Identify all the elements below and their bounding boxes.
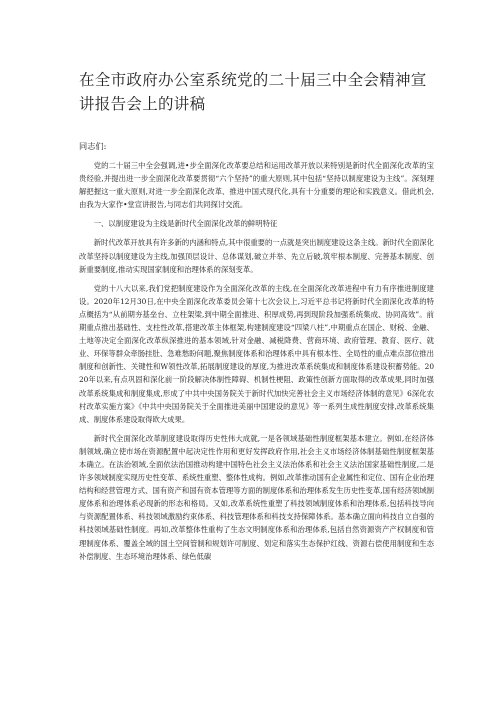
section-heading: 一、以制度建设为主线是新时代全面深化改革的鲜明特征	[93, 219, 278, 229]
intro-paragraph: 党的二十届三中全会强调,进•步全面深化改革要总结和运用改革开放以来特别是新时代全面深化改革的宝贵经验,并提出进一步全面深化改革要贯彻“六个坚持”的重大原则,其中包括“坚持以制度建设为主线”。深刻理解把握这一重大原则,对进一步全面深化改革、推进中国式现代化,具有十分重要的理论和实践意义。借此机会,由我为大家作•堂宣讲报告,与同志们共同探讨交流。	[79, 161, 434, 210]
greeting: 同志们:	[79, 141, 107, 151]
paragraph-2: 党的十八大以来,我们党把制度建设作为全面深化改革的主线,在全面深化改革进程中有力有序推进制度建设。2020年12月30日,在中央全面深化改革委员会第十七次会议上,习近平总书记将新时代全面深化改革的特点概括为“从前期夯基垒台、立柱架梁,到中期全面推进、积厚成势,再到现阶段加强系统集成、协同高效”。前期重点推出基础性、支柱性改革,搭建改革主体框架,构建制度建设“四梁八柱”,中期重点在国企、财税、金融、土地等决定全面深化改革纵深推进的基本领域,针对金融、减税降费、营商环境、政府管理、教育、医疗、就业、环保等群众牵肠挂肚、急难愁盼问题,聚焦制度体系和治理体系中具有根本性、全局性的重点难点部位推出制度和创新性、关键性和W领性改革,拓展制度建设的厚度,为推进改革系统集成和制度体系建设积蓄势能。2020年以来,有点巩固和深化前一阶段解决体制性障碍、机制性梗阻、政策性创新方面取得的改革成果,同时加强改革系统集成和制度集成,形成了中共中央国务院关于新时代加快完善社会主义市场经济体制的意见》6深化农村改革实施方案》《中共中央国务院关于全面推进美丽中国建设的意见》等一系列生成性制度安排,改革系统集成、制度体系建设取得欧大成果。	[79, 283, 434, 424]
paragraph-1: 新时代改革开放具有许多新的内涵和特点,其中很重要的一点就是突出制度建设这条主线。新时代全面深化改革坚持以制度建设为主线,加强顶层设计、总体谋划,破立并举、先立后破,筑牢根本制度、完善基本制度、创新重要制度,推动实现国家制度和治理体系的深刻变革。	[79, 238, 434, 274]
paragraph-3: 新时代全面深化改革制度建设取得历史性伟大成就,一是各领域基础性制度框架基本建立。例如,在经济体制领域,确立使市场在资源配置中起决定性作用和更好发挥政府作用,社会主义市场经济体制基础性制度框架基本确立。在法治领域,全面依法治国推动构建中国特色社会主义法治体系和社会主义法治国家基础性制度,二是许多领域制度实现历史性变革、系统性重塑、整体性成构。例如,改革推动国有企业属性和定位、国有企业治理结构和经营管理方式、国有资产和国有资本管理等方面的制度体系和治理体系发生历史性变革,国有经济领域制度体系和治理体系必现新的形态和格局。又如,改革系统性重塑了科技领域制度体系和治理体系,包括科技导向与资源配置体系、科技领域激励约束体系、科技管理体系和科技支持保障体系。基本确立面向科技自立自强的科技领域基础性制度。再如,改革整体性重构了生态文明制度体系和治理体系,包括自然资源资产产权制度和管理制度体系、覆盖全域的国土空间管制和规划许可制度、划定和落实生态保护红线、资源右偿使用制度和生态补偿制度、生态环境治理体系、绿色低碳	[79, 433, 434, 561]
document-title: 在全市政府办公室系统党的二十届三中全会精神宣讲报告会上的讲稿	[79, 71, 427, 113]
